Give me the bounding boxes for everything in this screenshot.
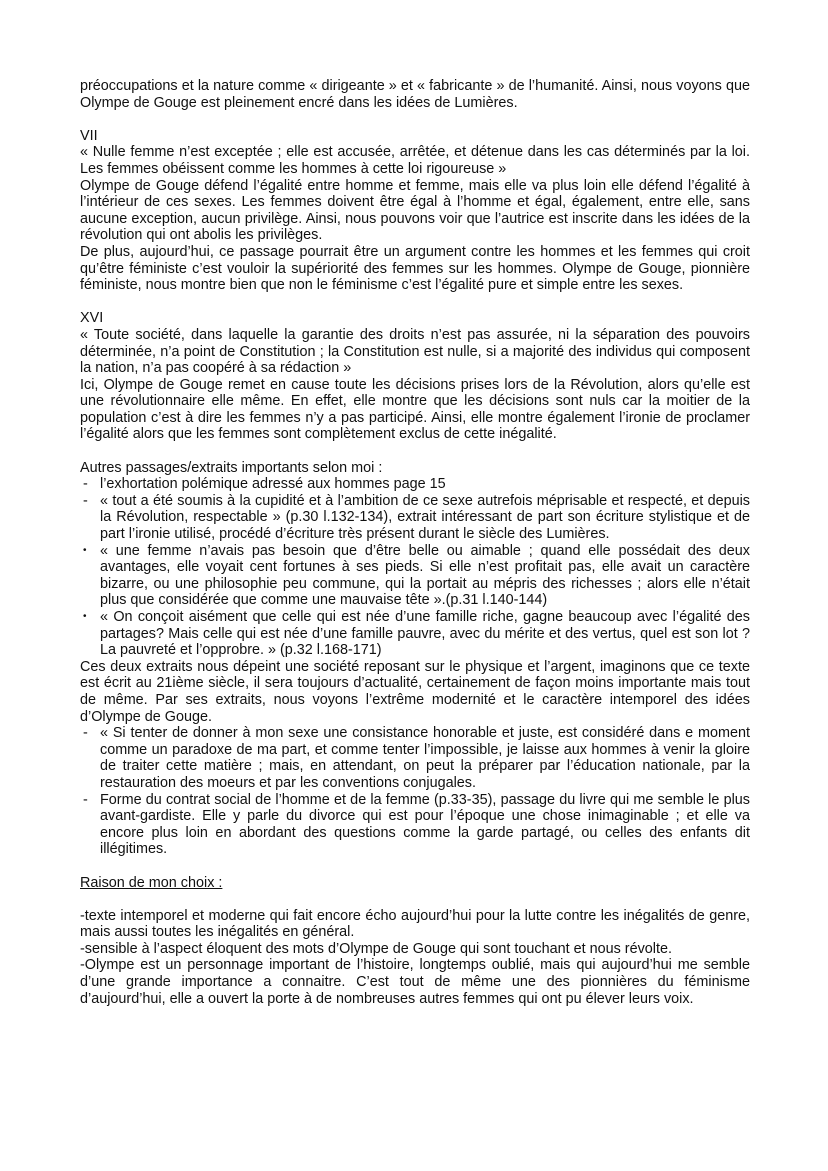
passages-list-a	[80, 476, 750, 542]
spacer	[80, 294, 750, 311]
choice-heading: Raison de mon choix :	[80, 874, 223, 891]
bullet-marker: •	[83, 611, 87, 622]
spacer	[80, 443, 750, 460]
dash-marker: -	[83, 476, 88, 493]
dash-marker: -	[83, 492, 88, 509]
list-item-text: « tout a été soumis à la cupidité et à l’ambition de ce sexe autrefois méprisable et respecté, et depuis la Révolution, respectable » (p.30 l.132-134), extrait intéressant de part son écriture stylistique et de part l’ironie utilisé, procédé d’écriture très présent durant le siècle des Lumières.	[100, 492, 750, 543]
other-passages-intro: Autres passages/extraits importants selon moi :	[80, 459, 383, 476]
choice-reason-3: -Olympe est un personnage important de l’histoire, longtemps oublié, mais qui aujourd’hui me semble d’une grande importance a connaitre. C’est tout de même une des pionnières du féminisme d’aujourd’hui, elle a ouvert la porte à de nombreuses autres femmes qui ont pu élever leurs voix.	[80, 957, 750, 1007]
spacer	[80, 858, 750, 875]
list-item	[80, 476, 750, 493]
passages-list-b	[80, 543, 750, 659]
list-item	[80, 792, 750, 858]
choice-reason-2: -sensible à l’aspect éloquent des mots d’Olympe de Gouge qui sont touchant et nous révolte.	[80, 940, 672, 957]
list-item-text: « On conçoit aisément que celle qui est née d’une famille riche, gagne beaucoup avec l’égalité des partages? Mais celle qui est née d’une famille pauvre, avec du mérite et des vertus, quel est son lot ? La pauvreté et l’opprobre. » (p.32 l.168-171)	[100, 609, 750, 659]
article-7-paragraph-2: De plus, aujourd’hui, ce passage pourrait être un argument contre les hommes et les femmes qui croit qu’être féministe c’est vouloir la supériorité des femmes sur les hommes. Olympe de Gouge, pionnière féministe, nous montre bien que non le féminisme c’est l’égalité pure et simple entre les sexes.	[80, 243, 750, 294]
list-item	[80, 609, 750, 659]
article-16-quote: « Toute société, dans laquelle la garantie des droits n’est pas assurée, ni la séparation des pouvoirs déterminée, n’a point de Constitution ; la Constitution est nulle, si a majorité des individus qui composent la nation, n’a pas coopéré à sa rédaction »	[80, 326, 750, 377]
dash-marker: -	[83, 725, 88, 742]
extracts-comment: Ces deux extraits nous dépeint une société reposant sur le physique et l’argent, imaginons que ce texte est écrit au 21ième siècle, il sera toujours d’actualité, certainement de façon moins importante mais tout de même. Par ses extraits, nous voyons l’extrême modernité et le caractère intemporel des idées d’Olympe de Gouge.	[80, 658, 750, 725]
list-item	[80, 725, 750, 791]
list-item-text: l’exhortation polémique adressé aux hommes page 15	[100, 476, 446, 493]
spacer	[80, 891, 750, 908]
list-item-text: « une femme n’avais pas besoin que d’être belle ou aimable ; quand elle possédait des deux avantages, elle voyait cent fortunes à ses pieds. Si elle n’est profitait pas, elle avait un caractère bizarre, ou une philosophie peu commune, qui la portait au mépris des richesses ; alors elle n’était plus que considérée que comme une mauvaise tête ».(p.31 l.140-144)	[100, 542, 750, 609]
list-item-text: « Si tenter de donner à mon sexe une consistance honorable et juste, est considéré dans e moment comme un paradoxe de ma part, et comme tenter l’impossible, je laisse aux hommes à venir la gloire de traiter cette matière ; mais, en attendant, on peut la préparer par l’éducation nationale, par la restauration des moeurs et par les conventions conjugales.	[100, 725, 750, 791]
list-item	[80, 493, 750, 543]
article-16-paragraph: Ici, Olympe de Gouge remet en cause toute les décisions prises lors de la Révolution, alors qu’elle est une révolutionnaire elle même. En effet, elle montre que les décisions sont nuls car la moitier de la population c’est à dire les femmes n’y a pas participé. Ainsi, elle montre également l’ironie de proclamer l’égalité alors que les femmes sont complètement exclus de cette inégalité.	[80, 376, 750, 443]
spacer	[80, 111, 750, 128]
intro-paragraph: préoccupations et la nature comme « dirigeante » et « fabricante » de l’humanité. Ainsi, nous voyons que Olympe de Gouge est pleinement encré dans les idées de Lumières.	[80, 78, 750, 111]
article-7-quote: « Nulle femme n’est exceptée ; elle est accusée, arrêtée, et détenue dans les cas déterminés par la loi. Les femmes obéissent comme les hommes à cette loi rigoureuse »	[80, 144, 750, 177]
passages-list-c	[80, 725, 750, 858]
list-item	[80, 543, 750, 609]
article-16-heading: XVI	[80, 310, 104, 327]
list-item-text: Forme du contrat social de l’homme et de la femme (p.33-35), passage du livre qui me semble le plus avant-gardiste. Elle y parle du divorce qui est pour l’époque une chose inimaginable ; et elle va encore plus loin en abordant des questions comme la garde partagé, ou celles des enfants dit illégitimes.	[100, 791, 750, 858]
choice-reason-1: -texte intemporel et moderne qui fait encore écho aujourd’hui pour la lutte contre les inégalités de genre, mais aussi toutes les inégalités en général.	[80, 907, 750, 941]
article-7-paragraph-1: Olympe de Gouge défend l’égalité entre homme et femme, mais elle va plus loin elle défend l’égalité à l’intérieur de ces sexes. Les femmes doivent être égal à l’homme et égal, également, entre elle, sans aucune exception, aucun privilège. Ainsi, nous pouvons voir que l’autrice est inscrite dans les idées de la révolution qui ont abolis les privilèges.	[80, 177, 750, 244]
bullet-marker: •	[83, 544, 87, 556]
document-page	[80, 78, 750, 1007]
article-7-heading: VII	[80, 127, 98, 144]
dash-marker: -	[83, 791, 88, 808]
